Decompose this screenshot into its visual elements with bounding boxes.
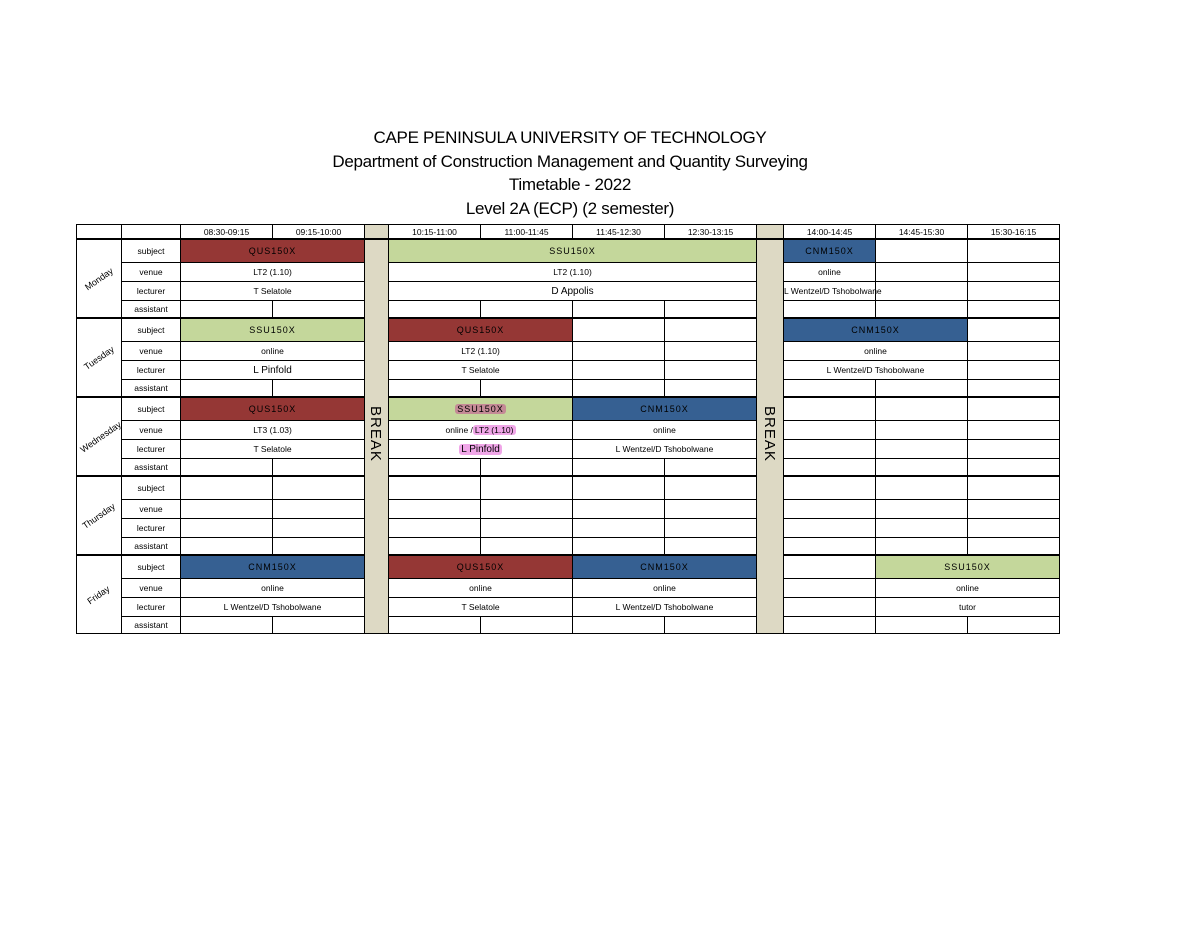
highlighted-lecturer: L Pinfold (461, 443, 500, 455)
empty-cell (665, 519, 757, 538)
class-cell-cnm150x: CNM150X (784, 239, 876, 263)
university-title: CAPE PENINSULA UNIVERSITY OF TECHNOLOGY (373, 128, 767, 147)
row-label-assistant: assistant (122, 301, 181, 319)
empty-cell (784, 500, 876, 519)
empty-cell (876, 500, 968, 519)
empty-cell (273, 500, 365, 519)
day-label-thursday: Thursday (77, 476, 122, 555)
thursday-lecturer-row (77, 519, 1060, 538)
venue-cell: LT2 (1.10) (181, 263, 365, 282)
empty-cell (481, 617, 573, 634)
wednesday-assistant-row (77, 459, 1060, 477)
empty-cell (181, 500, 273, 519)
empty-cell (968, 519, 1060, 538)
timetable-grid (76, 224, 1060, 634)
empty-cell (273, 380, 365, 398)
empty-cell (573, 500, 665, 519)
empty-cell (481, 301, 573, 319)
row-label-lecturer: lecturer (122, 361, 181, 380)
lecturer-cell: D Appolis (389, 282, 757, 301)
empty-cell (968, 421, 1060, 440)
empty-cell (968, 361, 1060, 380)
empty-cell (968, 500, 1060, 519)
empty-cell (876, 440, 968, 459)
monday-subject-row (77, 239, 1060, 263)
class-cell-ssu150x: SSU150X (876, 555, 1060, 579)
empty-cell (784, 380, 876, 398)
wednesday-subject-row (77, 397, 1060, 421)
lecturer-cell: T Selatole (389, 598, 573, 617)
empty-cell (968, 282, 1060, 301)
highlighted-subject: SSU150X (457, 404, 504, 414)
friday-subject-row (77, 555, 1060, 579)
empty-cell (389, 459, 481, 477)
wednesday-lecturer-row (77, 440, 1060, 459)
empty-cell (573, 361, 665, 380)
empty-cell (273, 617, 365, 634)
empty-cell (876, 617, 968, 634)
document-header (0, 126, 1140, 220)
row-label-assistant: assistant (122, 380, 181, 398)
empty-cell (784, 459, 876, 477)
empty-cell (573, 380, 665, 398)
friday-assistant-row (77, 617, 1060, 634)
row-label-assistant: assistant (122, 538, 181, 556)
empty-cell (968, 397, 1060, 421)
empty-cell (181, 459, 273, 477)
empty-cell (968, 380, 1060, 398)
lecturer-cell: L Wentzel/D Tshobolwane (573, 598, 757, 617)
empty-cell (573, 301, 665, 319)
empty-cell (784, 421, 876, 440)
break-label-afternoon: BREAK (761, 406, 778, 462)
empty-cell (968, 440, 1060, 459)
empty-cell (784, 555, 876, 579)
row-label-subject: subject (122, 476, 181, 500)
time-slot-header: 14:00-14:45 (784, 225, 876, 240)
empty-cell (784, 598, 876, 617)
class-cell-qus150x: QUS150X (181, 239, 365, 263)
class-cell-qus150x: QUS150X (389, 555, 573, 579)
empty-cell (968, 617, 1060, 634)
venue-online-text: online / (445, 425, 473, 435)
row-label-subject: subject (122, 318, 181, 342)
wednesday-venue-row (77, 421, 1060, 440)
highlighted-venue: LT2 (1.10) (474, 425, 514, 435)
break-header-cell (365, 225, 389, 240)
class-cell-ssu150x: SSU150X (181, 318, 365, 342)
venue-cell: online (573, 579, 757, 598)
empty-cell (273, 476, 365, 500)
empty-cell (181, 476, 273, 500)
venue-cell: online (876, 579, 1060, 598)
empty-cell (968, 538, 1060, 556)
tuesday-lecturer-row (77, 361, 1060, 380)
time-slot-header: 08:30-09:15 (181, 225, 273, 240)
row-label-lecturer: lecturer (122, 598, 181, 617)
empty-cell (573, 342, 665, 361)
empty-cell (389, 617, 481, 634)
empty-cell (784, 519, 876, 538)
row-label-venue: venue (122, 579, 181, 598)
empty-cell (481, 519, 573, 538)
empty-cell (665, 500, 757, 519)
row-label-lecturer: lecturer (122, 519, 181, 538)
empty-cell (389, 476, 481, 500)
empty-cell (181, 380, 273, 398)
empty-cell (481, 459, 573, 477)
empty-cell (181, 538, 273, 556)
empty-cell (573, 617, 665, 634)
empty-cell (573, 476, 665, 500)
time-slot-header: 12:30-13:15 (665, 225, 757, 240)
row-label-venue: venue (122, 263, 181, 282)
lecturer-cell (389, 440, 573, 459)
lecturer-cell: L Wentzel/D Tshobolwane (181, 598, 365, 617)
empty-cell (573, 519, 665, 538)
venue-cell: online (573, 421, 757, 440)
empty-cell (784, 440, 876, 459)
empty-cell (573, 318, 665, 342)
lecturer-cell: T Selatole (181, 282, 365, 301)
monday-venue-row (77, 263, 1060, 282)
empty-cell (876, 519, 968, 538)
empty-cell (389, 380, 481, 398)
time-slot-header: 09:15-10:00 (273, 225, 365, 240)
break-header-cell (757, 225, 784, 240)
empty-cell (876, 380, 968, 398)
class-cell-qus150x: QUS150X (389, 318, 573, 342)
class-cell-cnm150x: CNM150X (573, 397, 757, 421)
row-label-lecturer: lecturer (122, 282, 181, 301)
time-slot-header: 15:30-16:15 (968, 225, 1060, 240)
empty-cell (876, 459, 968, 477)
empty-cell (665, 361, 757, 380)
venue-cell: online (784, 263, 876, 282)
venue-cell: LT2 (1.10) (389, 342, 573, 361)
empty-cell (273, 538, 365, 556)
empty-cell (481, 500, 573, 519)
venue-cell (389, 421, 573, 440)
empty-cell (665, 380, 757, 398)
lecturer-cell: L Wentzel/D Tshobolwane (784, 361, 968, 380)
empty-cell (481, 380, 573, 398)
empty-cell (784, 301, 876, 319)
empty-cell (876, 421, 968, 440)
empty-cell (665, 301, 757, 319)
timetable-title: Timetable - 2022 (508, 175, 632, 194)
class-cell-qus150x: QUS150X (181, 397, 365, 421)
empty-cell (389, 519, 481, 538)
row-label-venue: venue (122, 342, 181, 361)
empty-cell (181, 301, 273, 319)
empty-cell (968, 476, 1060, 500)
row-label-assistant: assistant (122, 459, 181, 477)
empty-cell (876, 301, 968, 319)
empty-cell (273, 519, 365, 538)
friday-lecturer-row (77, 598, 1060, 617)
lecturer-cell: T Selatole (181, 440, 365, 459)
corner-cell (77, 225, 122, 240)
empty-cell (389, 500, 481, 519)
empty-cell (273, 301, 365, 319)
class-cell-cnm150x: CNM150X (181, 555, 365, 579)
corner-cell (122, 225, 181, 240)
empty-cell (784, 617, 876, 634)
empty-cell (665, 476, 757, 500)
empty-cell (876, 239, 968, 263)
empty-cell (665, 318, 757, 342)
class-cell-ssu150x: SSU150X (389, 239, 757, 263)
empty-cell (784, 538, 876, 556)
row-label-venue: venue (122, 500, 181, 519)
time-slot-header: 11:00-11:45 (481, 225, 573, 240)
time-slot-header: 14:45-15:30 (876, 225, 968, 240)
empty-cell (876, 397, 968, 421)
empty-cell (273, 459, 365, 477)
thursday-subject-row (77, 476, 1060, 500)
empty-cell (968, 239, 1060, 263)
day-label-tuesday: Tuesday (77, 318, 122, 397)
department-title: Department of Construction Management and Quantity Surveying (332, 151, 808, 171)
venue-cell: LT3 (1.03) (181, 421, 365, 440)
day-label-friday: Friday (77, 555, 122, 634)
tuesday-subject-row (77, 318, 1060, 342)
empty-cell (968, 342, 1060, 361)
empty-cell (784, 476, 876, 500)
lecturer-cell: T Selatole (389, 361, 573, 380)
venue-cell: LT2 (1.10) (389, 263, 757, 282)
time-slot-header: 10:15-11:00 (389, 225, 481, 240)
empty-cell (389, 538, 481, 556)
venue-cell: online (181, 579, 365, 598)
empty-cell (784, 397, 876, 421)
empty-cell (481, 476, 573, 500)
empty-cell (573, 459, 665, 477)
lecturer-cell: L Pinfold (181, 361, 365, 380)
empty-cell (389, 301, 481, 319)
class-cell-cnm150x: CNM150X (784, 318, 968, 342)
time-slot-header: 11:45-12:30 (573, 225, 665, 240)
day-label-monday: Monday (77, 239, 122, 318)
thursday-assistant-row (77, 538, 1060, 556)
empty-cell (784, 579, 876, 598)
empty-cell (181, 617, 273, 634)
class-cell-cnm150x: CNM150X (573, 555, 757, 579)
empty-cell (573, 538, 665, 556)
class-cell-ssu150x (389, 397, 573, 421)
empty-cell (665, 459, 757, 477)
lecturer-cell: L Wentzel/D Tshobolwane (784, 282, 876, 301)
empty-cell (181, 519, 273, 538)
empty-cell (968, 318, 1060, 342)
empty-cell (876, 538, 968, 556)
empty-cell (968, 459, 1060, 477)
empty-cell (968, 263, 1060, 282)
day-label-wednesday: Wednesday (77, 397, 122, 476)
row-label-subject: subject (122, 555, 181, 579)
row-label-venue: venue (122, 421, 181, 440)
empty-cell (876, 282, 968, 301)
venue-cell: online (181, 342, 365, 361)
thursday-venue-row (77, 500, 1060, 519)
monday-lecturer-row (77, 282, 1060, 301)
venue-cell: online (784, 342, 968, 361)
break-label-morning: BREAK (367, 406, 384, 462)
empty-cell (968, 301, 1060, 319)
row-label-subject: subject (122, 397, 181, 421)
venue-cell: online (389, 579, 573, 598)
friday-venue-row (77, 579, 1060, 598)
empty-cell (665, 617, 757, 634)
monday-assistant-row (77, 301, 1060, 319)
empty-cell (876, 263, 968, 282)
level-title: Level 2A (ECP) (2 semester) (465, 198, 675, 218)
lecturer-cell: L Wentzel/D Tshobolwane (573, 440, 757, 459)
empty-cell (665, 342, 757, 361)
row-label-subject: subject (122, 239, 181, 263)
row-label-lecturer: lecturer (122, 440, 181, 459)
tuesday-assistant-row (77, 380, 1060, 398)
time-header-row (77, 225, 1060, 240)
lecturer-cell: tutor (876, 598, 1060, 617)
tuesday-venue-row (77, 342, 1060, 361)
empty-cell (876, 476, 968, 500)
empty-cell (481, 538, 573, 556)
row-label-assistant: assistant (122, 617, 181, 634)
empty-cell (665, 538, 757, 556)
